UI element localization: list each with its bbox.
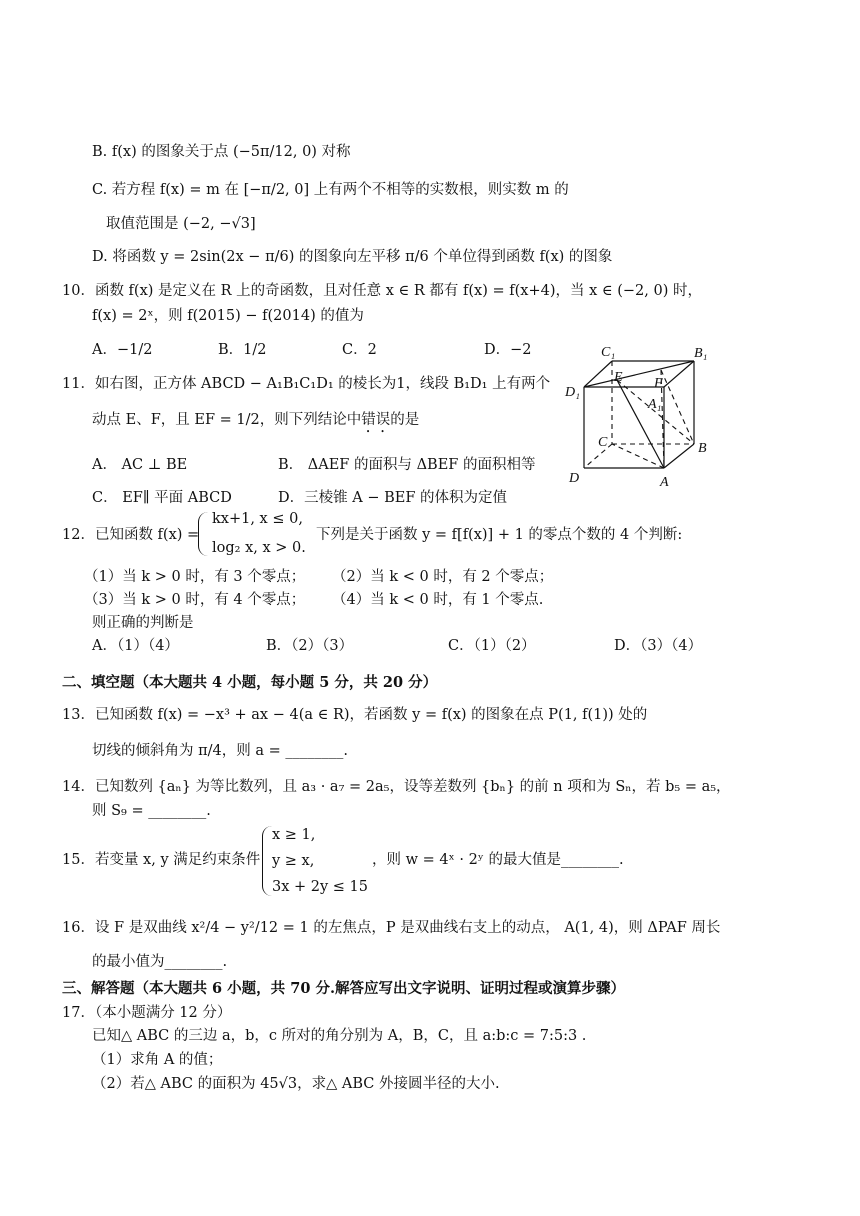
cube-figure	[560, 340, 720, 490]
q15-constraint-2: y ≥ x,	[272, 853, 315, 869]
segment-f-b	[661, 370, 694, 444]
q13-line2: 切线的倾斜角为 π/4，则 a = ________.	[92, 743, 348, 759]
q10-choice-c: C．2	[342, 342, 377, 358]
q17-line1: 17．（本小题满分 12 分）	[62, 1005, 232, 1021]
label-b: B	[698, 441, 707, 456]
q12-case1: kx+1, x ≤ 0,	[212, 511, 303, 527]
q15-constraint-1: x ≥ 1,	[272, 827, 316, 843]
label-b1: B₁	[694, 346, 708, 361]
q12-statement-2: （2）当 k < 0 时，有 2 个零点；	[332, 569, 554, 585]
q11-stem-line2-post: 的是	[390, 412, 420, 428]
q9-option-c-line2: 取值范围是 (−2, −√3]	[106, 216, 256, 232]
q16-line2: 的最小值为________.	[92, 954, 228, 970]
q15-constraint-3: 3x + 2y ≤ 15	[272, 879, 369, 895]
q11-choice-a: A． AC ⊥ BE	[92, 457, 188, 473]
section-3-heading: 三、解答题（本大题共 6 小题，共 70 分.解答应写出文字说明、证明过程或演算步骤）	[62, 980, 626, 997]
label-e: E	[614, 370, 623, 385]
q14-line2: 则 S₉ = ________.	[92, 803, 211, 819]
q15-pre: 15．若变量 x, y 满足约束条件	[62, 852, 261, 868]
q12-statement-4: （4）当 k < 0 时，有 1 个零点.	[332, 592, 544, 608]
q10-choice-b: B．1/2	[218, 342, 267, 358]
q10-choice-d: D．−2	[484, 342, 532, 358]
q9-option-c-line1: C. 若方程 f(x) = m 在 [−π/2, 0] 上有两个不相等的实数根，则实数 m 的	[92, 182, 569, 198]
q12-stem-post: 下列是关于函数 y = f[f(x)] + 1 的零点个数的 4 个判断:	[316, 527, 683, 543]
q17-line3: （1）求角 A 的值；	[92, 1052, 223, 1068]
label-c1: C₁	[601, 345, 616, 360]
q12-stem-pre: 12．已知函数 f(x) =	[62, 527, 200, 543]
q11-choice-d: D．三棱锥 A − BEF 的体积为定值	[278, 490, 507, 506]
q14-line1: 14．已知数列 {aₙ} 为等比数列，且 a₃ · a₇ = 2a₅，设等差数列 {bₙ} 的前 n 项和为 Sₙ，若 b₅ = a₅，	[62, 779, 731, 795]
q13-line1: 13．已知函数 f(x) = −x³ + ax − 4(a ∈ R)，若函数 y = f(x) 的图象在点 P(1, f(1)) 处的	[62, 707, 648, 723]
label-a1: A₁	[648, 397, 662, 412]
q11-stem-line2	[92, 410, 419, 436]
q9-option-d: D. 将函数 y = 2sin(2x − π/6) 的图象向左平移 π/6 个单位得到函数 f(x) 的图象	[92, 249, 613, 265]
section-2-heading: 二、填空题（本大题共 4 小题，每小题 5 分，共 20 分）	[62, 674, 438, 691]
q12-choice-a: A．（1）（4）	[92, 638, 179, 654]
q17-line4: （2）若△ ABC 的面积为 45√3，求△ ABC 外接圆半径的大小.	[92, 1076, 500, 1092]
q12-statement-1: （1）当 k > 0 时，有 3 个零点；	[84, 569, 306, 585]
q10-stem-line1: 10．函数 f(x) 是定义在 R 上的奇函数，且对任意 x ∈ R 都有 f(x) = f(x+4)，当 x ∈ (−2, 0) 时，	[62, 283, 702, 299]
q16-line1: 16．设 F 是双曲线 x²/4 − y²/12 = 1 的左焦点，P 是双曲线右支上的动点， A(1, 4)，则 ΔPAF 周长	[62, 920, 721, 936]
label-f: F	[654, 376, 663, 391]
q17-line2: 已知△ ABC 的三边 a，b，c 所对的角分别为 A，B，C，且 a:b:c = 7:5:3 .	[92, 1028, 587, 1044]
q11-choice-b: B． ΔAEF 的面积与 ΔBEF 的面积相等	[278, 457, 536, 473]
q12-choice-b: B．（2）（3）	[266, 638, 354, 654]
q12-case2: log₂ x, x > 0.	[212, 540, 306, 556]
segment-e-a	[617, 380, 664, 468]
q10-stem-line2: f(x) = 2ˣ，则 f(2015) − f(2014) 的值为	[92, 308, 364, 324]
diagonal-a-c	[612, 444, 664, 468]
diagonal-b1-d1	[584, 361, 694, 387]
q9-option-b: B. f(x) 的图象关于点 (−5π/12, 0) 对称	[92, 144, 351, 160]
q15-post: ，则 w = 4ˣ · 2ʸ 的最大值是________.	[372, 852, 624, 868]
label-d: D	[569, 471, 580, 486]
label-a: A	[660, 475, 669, 490]
q12-ask: 则正确的判断是	[92, 615, 194, 631]
q11-emphasis-word: 错误	[361, 412, 391, 428]
piecewise-brace	[198, 512, 209, 556]
q11-choice-c: C． EF∥ 平面 ABCD	[92, 490, 232, 506]
q11-stem-line2-pre: 动点 E、F，且 EF = 1/2，则下列结论中	[92, 412, 362, 428]
q11-stem-line1: 11．如右图，正方体 ABCD − A₁B₁C₁D₁ 的棱长为1，线段 B₁D₁ 上有两个	[62, 376, 551, 392]
q10-choice-a: A．−1/2	[92, 342, 153, 358]
q12-statement-3: （3）当 k > 0 时，有 4 个零点；	[84, 592, 306, 608]
q12-choice-c: C．（1）（2）	[448, 638, 536, 654]
label-c: C	[598, 435, 608, 450]
label-d1: D₁	[565, 385, 580, 400]
edge-b-a	[664, 444, 694, 468]
q12-choice-d: D．（3）（4）	[614, 638, 703, 654]
